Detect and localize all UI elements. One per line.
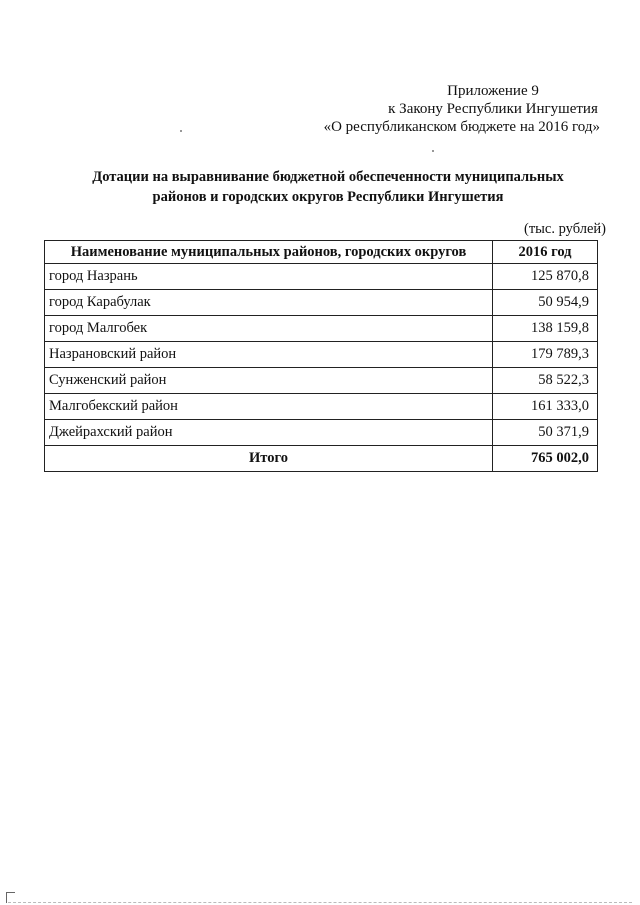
row-value: 50 954,9 xyxy=(493,290,598,316)
table-row xyxy=(45,342,598,368)
table-row xyxy=(45,264,598,290)
total-row xyxy=(45,446,598,472)
row-name: Малгобекский район xyxy=(45,394,493,420)
row-value: 138 159,8 xyxy=(493,316,598,342)
table-header-row xyxy=(45,241,598,264)
row-value: 161 333,0 xyxy=(493,394,598,420)
row-name: Назрановский район xyxy=(45,342,493,368)
column-header-year: 2016 год xyxy=(493,241,598,264)
scan-artifact xyxy=(180,130,182,132)
row-value: 179 789,3 xyxy=(493,342,598,368)
table-row xyxy=(45,290,598,316)
table-row xyxy=(45,316,598,342)
total-label: Итого xyxy=(45,446,493,472)
row-name: город Карабулак xyxy=(45,290,493,316)
total-value: 765 002,0 xyxy=(493,446,598,472)
row-name: Джейрахский район xyxy=(45,420,493,446)
title-line-2: районов и городских округов Республики Ингушетия xyxy=(152,189,504,205)
row-name: город Назрань xyxy=(45,264,493,290)
appendix-law-title: «О республиканском бюджете на 2016 год» xyxy=(323,119,600,135)
row-value: 50 371,9 xyxy=(493,420,598,446)
subsidy-table xyxy=(44,240,598,472)
row-name: город Малгобек xyxy=(45,316,493,342)
document-title xyxy=(40,167,616,207)
appendix-law-reference: к Закону Республики Ингушетия xyxy=(388,101,598,117)
row-name: Сунженский район xyxy=(45,368,493,394)
column-header-name: Наименование муниципальных районов, городских округов xyxy=(45,241,493,264)
row-value: 58 522,3 xyxy=(493,368,598,394)
scan-corner-mark xyxy=(6,892,15,903)
title-line-1: Дотации на выравнивание бюджетной обеспеченности муниципальных xyxy=(92,169,564,185)
table-row xyxy=(45,368,598,394)
row-value: 125 870,8 xyxy=(493,264,598,290)
table-row xyxy=(45,394,598,420)
table-row xyxy=(45,420,598,446)
scan-artifact xyxy=(432,150,434,152)
appendix-number: Приложение 9 xyxy=(447,83,539,99)
appendix-header xyxy=(280,82,600,136)
unit-label: (тыс. рублей) xyxy=(524,221,606,237)
scan-footer-edge xyxy=(8,896,632,903)
